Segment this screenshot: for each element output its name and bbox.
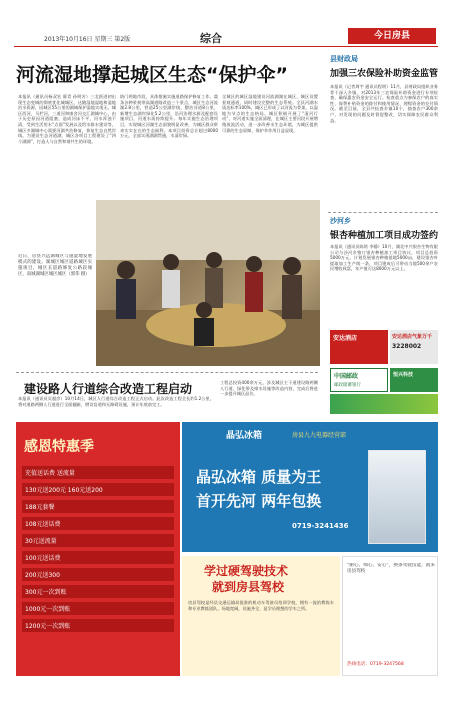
green-ad-strip — [330, 394, 438, 414]
separator — [16, 372, 318, 373]
ad-line: 30元送流量 — [22, 534, 174, 547]
right-headline1: 加强三农保险补助资金监管 — [330, 69, 439, 79]
right-text2: 本报讯（通讯员陈铭 李静）10月，湖北中兴银杏生物有限公司与沙河乡签订银杏种植加工项目协议，项目总投资5000万元，计划发展银杏种植基地5000亩，建设银杏叶提取加工生产线一条，项目建成后可带动当地500余户农民增收致富，年产值可达8000万元以上。 — [330, 244, 438, 272]
header-rule — [14, 46, 438, 47]
driving-ad-headline2: 就到房县驾校 — [212, 580, 285, 594]
main-article-col3: 全城区的城区湿地建设河流湖湖在城区，城区设置景观通道，同时建设完整的生态系统。全县河湖水质达标率100%，城区已形成了以河流为骨架、以湿地为节点的生态格局。城区积极开展了“清河行动”，对河道实施全面清理，在城区主要河段开展增殖放流活动，进一步改善水生态环境，为城区提供可靠的生态屏障，保护伞作用日益显现。 — [222, 94, 318, 133]
market-photo — [96, 200, 320, 366]
main-article-col1: 本报讯（通讯员杨双宏 廖青 孙明芳）三北跃进初出现生态变城的彻底优化城城区，这随湿地湿地和湿地治水资源，因城区55公里的湖城保护湿地实现无。城区西河，马栏河，三道河和康舍河交汇湖城中心，由于历史原因河道阻塞，造成河床不平，河水浑浊不清，受到生活用水“点面”发展以及给水排水建设等，城区多湖城中心需要河湖共治修复，恢复生态自然岸线。为建设生态河道湖，城区各项目工程建设了“四个湖湖”，打造人与自然和谐共生的环境。 — [18, 94, 116, 144]
fridge-ad-brand: 晶弘冰箱 — [226, 431, 263, 441]
second-article-col2: 工程总投资400余万元，涉及城区主干道建设路两侧人行道、绿化带及排水设施等改造内容，完成后将进一步提升城区品位。 — [220, 380, 318, 397]
ad-line: 130元送200元 160元送200 — [22, 483, 174, 496]
photo-caption: 近日，房县兴远湖城区与施湿地发展模式的建设。湖城区城区道路城区实施项目，城区长道路修复公路段城区，南城湖城区城区城区（郭伟 摄） — [18, 254, 92, 277]
fridge-image — [368, 450, 426, 544]
postal-ad-sub: 邮政储蓄银行 — [334, 383, 361, 388]
right-headline2: 银杏种植加工项目成功签约 — [330, 231, 439, 241]
telecom-ad-lines — [22, 466, 174, 636]
driving-ad-headline1: 学过硬驾驶技术 — [204, 564, 289, 578]
ad-line: 300元一次到账 — [22, 585, 174, 598]
telecom-ad[interactable] — [16, 422, 180, 676]
ad-line: 充值送话费 送流量 — [22, 466, 174, 479]
driving-ad-side[interactable] — [342, 556, 438, 676]
tech-ad-title: 恒兴科技 — [393, 372, 414, 378]
header-logo — [348, 28, 436, 44]
logo-text: 今日房县 — [373, 31, 410, 41]
main-headline: 河流湿地撑起城区生态“保护伞” — [16, 64, 288, 86]
hotel-ad-title: 安达酒店 — [333, 335, 358, 342]
right-text1: 本报讯（记者周宇 通讯员程明）11月，县财政局组织业务骨干深入乡镇，对2013年三农保险补助资金进行专项检查，确保惠农资金安全运行。检查重点为参保农户的真实性、保费补贴资金的拨付和使用情况、理赔资金的兑付情况。截至目前，全县共检查乡镇10个，抽查农户300余户，对发现的问题及时督促整改，切实保障农民群众利益。 — [330, 84, 438, 123]
driving-ad[interactable] — [182, 556, 340, 676]
postal-ad-title: 中国邮政 — [334, 373, 359, 380]
right-section1-tag: 县财政局 — [330, 55, 358, 63]
driving-ad-text: 房县驾校是经县交通运输局批准的机动车驾驶员培训学校，拥有一流的教练车和专业教练团队，场地宽阔，设施齐全，是学员理想的学车之所。 — [188, 600, 334, 611]
hotel-ad-phone: 3228002 — [392, 343, 422, 350]
driving-ad-slogan: “耐心、细心、安心”，换条驾驶技能，就来房县驾校 — [347, 563, 435, 574]
header-section: 综合 — [200, 32, 222, 45]
main-article-col3-b — [222, 160, 318, 196]
postal-ad[interactable] — [330, 368, 388, 392]
hotel-ad-sub: 安达酒店气象万千 — [392, 334, 433, 340]
second-article-col1: 本报讯（通讯员吴超彦）10月14日，城区人行道综合改造工程正式启动。此次改造工程全长约1.2公里，将对道路两侧人行道进行全面翻新，增设盲道和无障碍设施，预计年底前完工。 — [18, 396, 214, 407]
fridge-ad-headline1: 晶弘冰箱 质量为王 — [196, 468, 322, 486]
header-date: 2013年10月16日 星期三 第2版 — [44, 36, 131, 43]
right-separator — [328, 212, 438, 213]
fridge-ad[interactable] — [182, 422, 438, 552]
driving-ad-phone: 热线电话：0719-3247568 — [347, 662, 404, 667]
fridge-ad-phone: 0719-3241436 — [292, 522, 349, 530]
ad-line: 108元送话费 — [22, 517, 174, 530]
telecom-ad-title: 感恩特惠季 — [24, 439, 94, 455]
hotel-ad[interactable] — [330, 330, 388, 364]
tech-ad[interactable] — [390, 368, 438, 392]
fridge-ad-store: 房县九九电器经营部 — [292, 432, 347, 439]
fridge-ad-headline2: 首开先河 两年包换 — [196, 492, 322, 510]
ad-line: 200元送300 — [22, 568, 174, 581]
photo-illustration — [96, 200, 320, 366]
ad-line: 1200元一次到账 — [22, 619, 174, 632]
ad-line: 188元套餐 — [22, 500, 174, 513]
ad-line: 1000元一次到账 — [22, 602, 174, 615]
second-headline: 建设路人行道综合改造工程启动 — [24, 382, 193, 396]
hotel-ad-info[interactable] — [390, 330, 438, 364]
main-article-col2: 防门两地市段，具体措施实施道路保护修复工作。栽条各种景观带高湖道路改造三个景点，城区生态河流湖2.8公里，营造25公里湖岸线，整治河道8公里，新增生态湖岸绿化5.2公里，沿河治理水源及配套设施项目，河道水质持续提升。每年实施生态治理项目，实现城区河湖生态面貌明显改善，为城区群众带来实实在在的生态福利。本项目投资总计超过8000万元，全部实现湖湖贯通，水清岸绿。 — [120, 94, 218, 139]
right-section2-tag: 沙河乡 — [330, 217, 351, 225]
ad-line: 100元送话费 — [22, 551, 174, 564]
